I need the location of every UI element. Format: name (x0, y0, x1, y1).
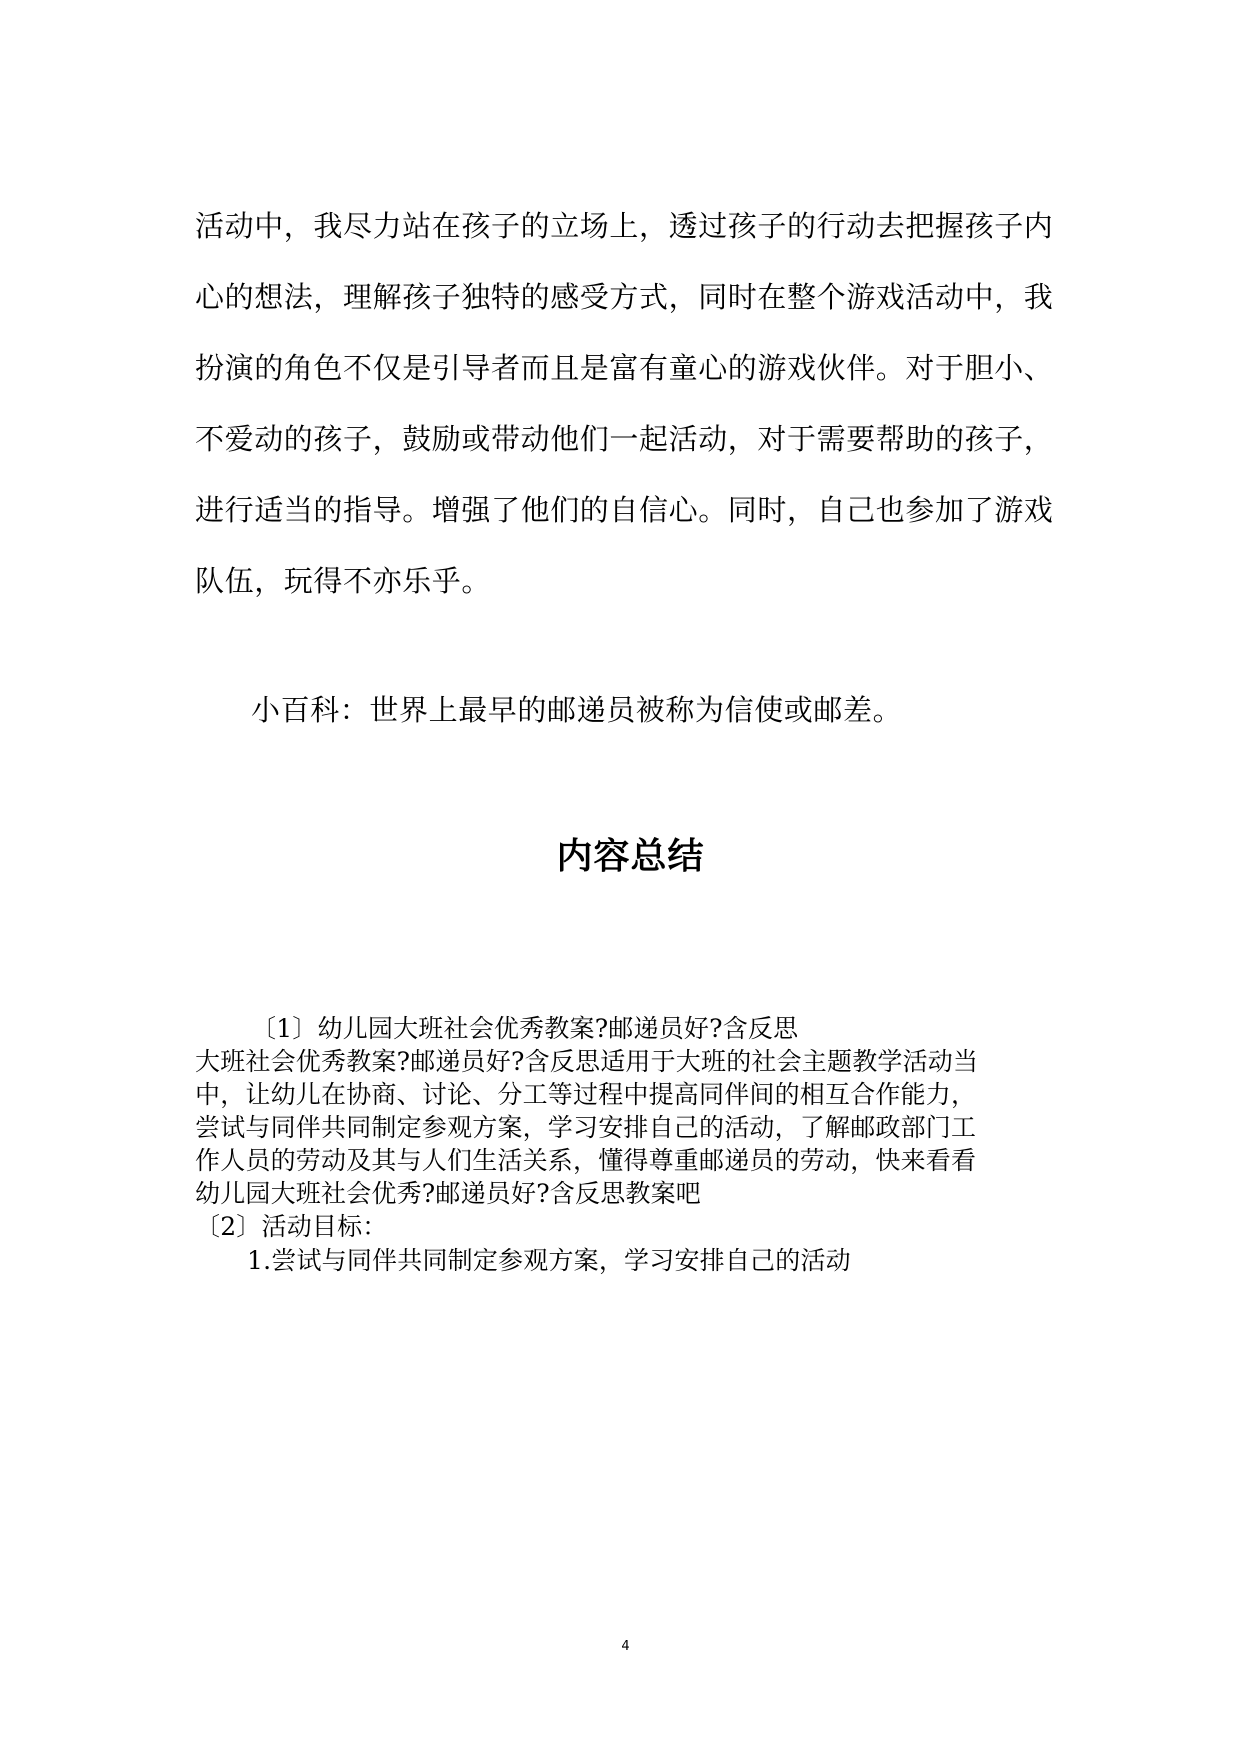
paragraph-line: 心的想法，理解孩子独特的感受方式，同时在整个游戏活动中，我 (195, 280, 1054, 314)
paragraph-line: 扮演的角色不仅是引导者而且是富有童心的游戏伙伴。对于胆小、 (195, 351, 1054, 385)
summary-line: 作人员的劳动及其与人们生活关系，懂得尊重邮递员的劳动，快来看看 (195, 1146, 977, 1175)
fact-line: 小百科：世界上最早的邮递员被称为信使或邮差。 (251, 693, 903, 727)
summary-line: 幼儿园大班社会优秀?邮递员好?含反思教案吧 (195, 1179, 702, 1208)
summary-line: 尝试与同伴共同制定参观方案，学习安排自己的活动，了解邮政部门工 (195, 1113, 977, 1142)
summary-item-2-point: 1.尝试与同伴共同制定参观方案，学习安排自己的活动 (247, 1246, 851, 1275)
summary-line: 大班社会优秀教案?邮递员好?含反思适用于大班的社会主题教学活动当 (195, 1047, 979, 1076)
paragraph-line: 进行适当的指导。增强了他们的自信心。同时，自己也参加了游戏 (195, 493, 1054, 527)
paragraph-line: 不爱动的孩子，鼓励或带动他们一起活动，对于需要帮助的孩子， (195, 422, 1054, 456)
paragraph-line: 队伍，玩得不亦乐乎。 (195, 564, 492, 598)
summary-item-2-title: 〔2〕活动目标： (195, 1212, 388, 1241)
paragraph-line: 活动中，我尽力站在孩子的立场上，透过孩子的行动去把握孩子内 (195, 209, 1054, 243)
page-number: 4 (621, 1639, 630, 1654)
summary-item-1-title: 〔1〕幼儿园大班社会优秀教案?邮递员好?含反思 (251, 1014, 799, 1043)
summary-line: 中，让幼儿在协商、讨论、分工等过程中提高同伴间的相互合作能力， (195, 1080, 977, 1109)
summary-heading: 内容总结 (556, 836, 705, 877)
